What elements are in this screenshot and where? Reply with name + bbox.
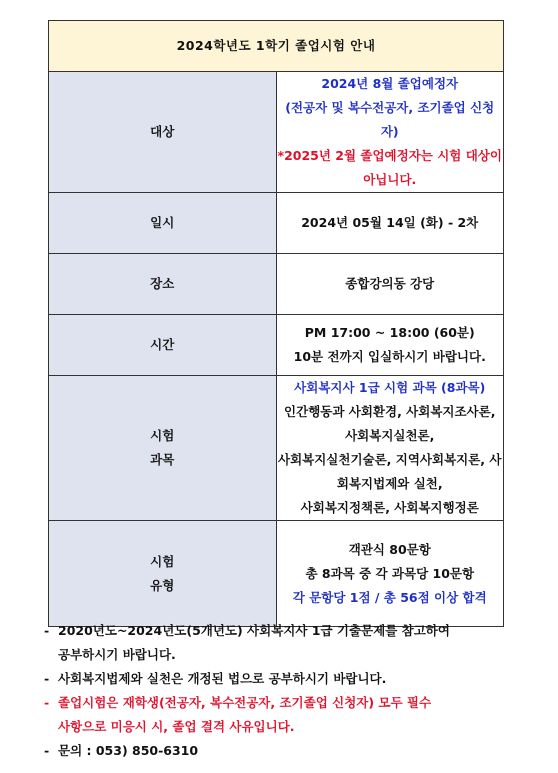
label-place [49, 254, 277, 315]
date-line: 2024년 05월 14일 (화) - 2차 [301, 215, 479, 230]
pass-criteria-line: 각 문항당 1점 / 총 56점 이상 합격 [292, 589, 487, 605]
note-item-contact [44, 739, 514, 763]
label-type [49, 521, 277, 627]
note-item-mandatory-exam [44, 691, 514, 739]
content-target [276, 72, 504, 193]
note-line: 졸업시험은 재학생(전공자, 복수전공자, 조기졸업 신청자) 모두 필수 [58, 695, 432, 710]
note-item-revised-law [44, 667, 514, 691]
label-line: 시험 [150, 553, 175, 569]
subjects-heading: 사회복지사 1급 시험 과목 (8과목) [294, 380, 486, 395]
place-line: 종합강의동 강당 [345, 276, 435, 291]
time-line-1: PM 17:00 ~ 18:00 (60분) [304, 325, 475, 340]
label-line: 유형 [150, 577, 175, 593]
note-line: 사회복지법제와 실천은 개정된 법으로 공부하시기 바랍니다. [58, 671, 387, 686]
exam-notice-table [48, 20, 504, 627]
label-line: 과목 [150, 452, 175, 467]
label-line: 시험 [150, 428, 175, 443]
label-line: 장소 [150, 276, 175, 291]
content-time [276, 315, 504, 376]
target-line-2: (전공자 및 복수전공자, 조기졸업 신청자) [285, 100, 495, 139]
note-dash: - [44, 695, 50, 710]
content-date [276, 193, 504, 254]
content-place [276, 254, 504, 315]
note-dash: - [44, 671, 50, 686]
label-line: 시간 [150, 337, 175, 352]
contact-phone: 문의 : 053) 850-6310 [58, 743, 199, 758]
notice-title: 2024학년도 1학기 졸업시험 안내 [49, 21, 504, 72]
note-dash: - [44, 623, 50, 638]
label-time [49, 315, 277, 376]
note-line: 공부하시기 바랍니다. [58, 647, 176, 662]
subjects-line-3: 사회복지정책론, 사회복지행정론 [300, 500, 479, 515]
label-target [49, 72, 277, 193]
time-line-2: 10분 전까지 입실하시기 바랍니다. [293, 349, 486, 364]
subjects-line-1: 인간행동과 사회환경, 사회복지조사론, 사회복지실천론, [284, 404, 496, 443]
note-line: 사항으로 미응시 시, 졸업 결격 사유입니다. [58, 719, 295, 734]
label-subjects [49, 376, 277, 521]
target-line-1: 2024년 8월 졸업예정자 [321, 76, 459, 91]
type-line-1: 객관식 80문항 [348, 541, 431, 557]
note-item-study-past-exams [44, 619, 514, 667]
note-line: 2020년도~2024년도(5개년도) 사회복지사 1급 기출문제를 참고하여 [58, 623, 450, 638]
label-line: 일시 [150, 215, 175, 230]
target-notice-line: *2025년 2월 졸업예정자는 시험 대상이 아닙니다. [277, 148, 502, 187]
label-date [49, 193, 277, 254]
note-dash: - [44, 743, 50, 758]
content-type [276, 521, 504, 627]
notes-section [44, 619, 514, 763]
label-line: 대상 [150, 124, 175, 139]
type-line-2: 총 8과목 중 각 과목당 10문항 [305, 565, 475, 581]
content-subjects [276, 376, 504, 521]
subjects-line-2: 사회복지실천기술론, 지역사회복지론, 사회복지법제와 실천, [278, 452, 502, 491]
